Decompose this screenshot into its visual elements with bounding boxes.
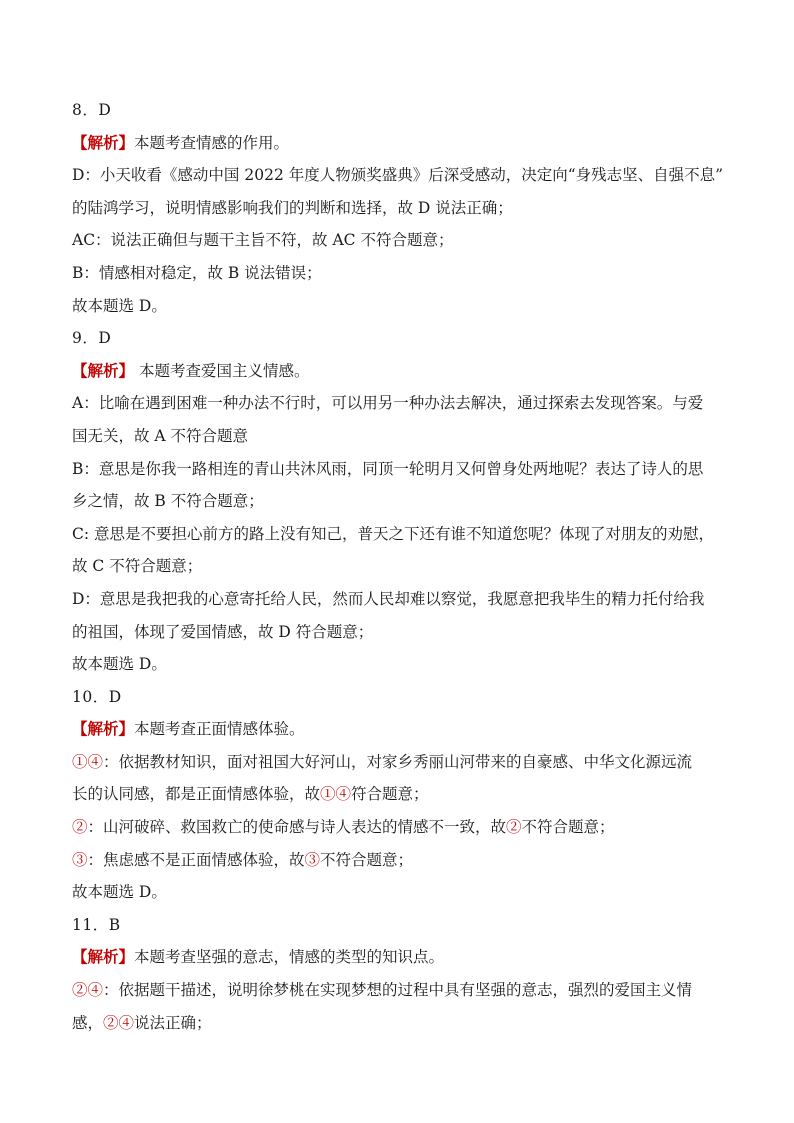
analysis-topic: 本题考查爱国主义情感。 — [134, 361, 310, 380]
explanation-line: 国无关，故 A 不符合题意 — [72, 426, 249, 445]
option-marker: ②④ — [72, 981, 104, 1000]
explanation-line: 故本题选 D。 — [72, 296, 167, 315]
explanation-text: ：焦虑感不是正面情感体验，故 — [87, 850, 305, 869]
answer-heading: 10．D — [72, 687, 122, 706]
analysis-tag: 【解析】 — [72, 132, 135, 152]
explanation-text: 符合题意； — [351, 785, 429, 804]
explanation-line — [72, 979, 724, 1001]
analysis-tag: 【解析】 — [72, 947, 135, 967]
analysis-line — [72, 718, 724, 740]
explanation-text: 说法正确； — [134, 1013, 212, 1032]
analysis-topic: 本题考查正面情感体验。 — [134, 720, 305, 739]
answer-analysis-document — [72, 99, 724, 1044]
explanation-text: 不符合题意； — [521, 818, 615, 837]
option-marker: ② — [72, 818, 88, 837]
explanation-line: B：情感相对稳定，故 B 说法错误； — [72, 263, 322, 282]
analysis-topic: 本题考查坚强的意志，情感的类型的知识点。 — [134, 948, 445, 967]
explanation-text: ：山河破碎、救国救亡的使命感与诗人表达的情感不一致，故 — [87, 818, 507, 837]
option-marker: ①④ — [320, 785, 352, 804]
explanation-line: AC：说法正确但与题干主旨不符，故 AC 不符合题意； — [72, 231, 454, 250]
analysis-line — [72, 132, 724, 154]
explanation-line: A：比喻在遇到困难一种办法不行时，可以用另一种办法去解决，通过探索去发现答案。与爱 — [72, 394, 704, 413]
explanation-line: 故本题选 D。 — [72, 883, 167, 902]
explanation-text: 长的认同感，都是正面情感体验，故 — [72, 785, 321, 804]
explanation-line: 的祖国，体现了爱国情感，故 D 符合题意； — [72, 622, 374, 641]
analysis-line — [72, 946, 724, 968]
option-marker: ② — [506, 818, 522, 837]
explanation-line — [72, 751, 724, 773]
option-marker: ①④ — [72, 752, 104, 771]
explanation-line: 乡之情，故 B 不符合题意； — [72, 492, 264, 511]
explanation-text: ：依据题干描述，说明徐梦桃在实现梦想的过程中具有坚强的意志，强烈的爱国主义情 — [103, 981, 693, 1000]
explanation-line: D：小天收看《感动中国 2022 年度人物颁奖盛典》后深受感动，决定向“身残志坚、自强不息” — [72, 166, 724, 185]
answer-heading: 9．D — [72, 329, 112, 348]
answer-heading: 8．D — [72, 101, 112, 119]
explanation-line: B：意思是你我一路相连的青山共沐风雨，同顶一轮明月又何曾身处两地呢？表达了诗人的思 — [72, 459, 704, 478]
explanation-text: 不符合题意； — [320, 850, 414, 869]
analysis-tag: 【解析】 — [72, 360, 135, 380]
answer-heading: 11．B — [72, 915, 121, 934]
explanation-line: 故 C 不符合题意； — [72, 557, 203, 576]
analysis-line — [72, 360, 724, 382]
analysis-topic: 本题考查情感的作用。 — [134, 133, 290, 152]
explanation-text: 感， — [72, 1013, 104, 1032]
explanation-line — [72, 849, 724, 871]
explanation-line — [72, 816, 724, 838]
explanation-line: 故本题选 D。 — [72, 655, 167, 674]
option-marker: ③ — [72, 850, 88, 869]
explanation-line — [72, 783, 724, 805]
option-marker: ②④ — [103, 1013, 135, 1032]
explanation-text: ：依据教材知识，面对祖国大好河山，对家乡秀丽山河带来的自豪感、中华文化源远流 — [103, 752, 693, 771]
option-marker: ③ — [304, 850, 321, 869]
explanation-line: C: 意思是不要担心前方的路上没有知己，普天之下还有谁不知道您呢？体现了对朋友的劝慰， — [72, 524, 715, 543]
analysis-tag: 【解析】 — [72, 719, 135, 739]
explanation-line: 的陆鸿学习，说明情感影响我们的判断和选择，故 D 说法正确； — [72, 198, 513, 217]
explanation-line — [72, 1012, 724, 1034]
explanation-line: D：意思是我把我的心意寄托给人民，然而人民却难以察觉，我愿意把我毕生的精力托付给我 — [72, 589, 705, 608]
